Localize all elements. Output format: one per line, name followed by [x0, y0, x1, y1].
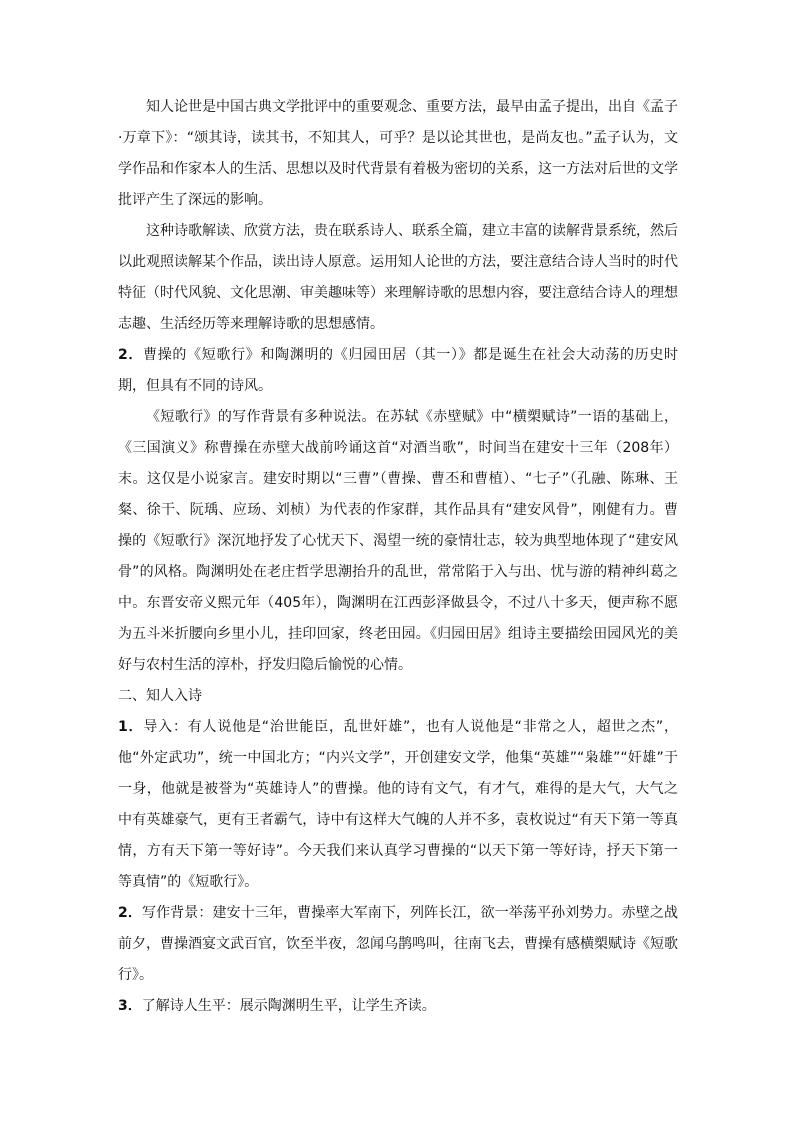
- numbered-item-2-background: [118, 898, 678, 991]
- item-text: 导入：有人说他是“治世能臣，乱世奸雄”，也有人说他是“非常之人，超世之杰”，他“外定武功”，统一中国北方；“内兴文学”，开创建安文学，他集“英雄”“枭雄”“奸雄”于一身，他就是被誉为“英雄诗人”的曹操。他的诗有文气，有才气，难得的是大气，大气之中有英雄豪气，更有王者霸气，诗中有这样大气魄的人并不多，袁枚说过“有天下第一等真情，方有天下第一等好诗”。今天我们来认真学习曹操的“以天下第一等好诗，抒天下第一等真情”的《短歌行》。: [118, 719, 678, 890]
- item-text: 曹操的《短歌行》和陶渊明的《归园田居（其一）》都是诞生在社会大动荡的历史时期，但具有不同的诗风。: [118, 347, 678, 394]
- section-heading: 二、知人入诗: [118, 688, 202, 704]
- paragraph-background: 《短歌行》的写作背景有多种说法。在苏轼《赤壁赋》中“横槊赋诗”一语的基础上，《三国演义》称曹操在赤壁大战前吟诵这首“对酒当歌”，时间当在建安十三年（208年）末。这仅是小说家言。建安时期以“三曹”（曹操、曹丕和曹植）、“七子”（孔融、陈琳、王粲、徐干、阮瑀、应玚、刘桢）为代表的作家群，其作品具有“建安风骨”，刚健有力。曹操的《短歌行》深沉地抒发了心忧天下、渴望一统的豪情壮志，较为典型地体现了“建安风骨”的风格。陶渊明处在老庄哲学思潮抬升的乱世，常常陷于入与出、忧与游的精神纠葛之中。东晋安帝义熙元年（405年），陶渊明在江西彭泽做县令，不过八十多天，便声称不愿为五斗米折腰向乡里小儿，挂印回家，终老田园。《归园田居》组诗主要描绘田园风光的美好与农村生活的淳朴，抒发归隐后愉悦的心情。: [118, 409, 678, 673]
- item-number: 1．: [118, 719, 144, 735]
- numbered-item-1-intro: [118, 712, 678, 898]
- paragraph-zhiren-lunshi: 知人论世是中国古典文学批评中的重要观念、重要方法，最早由孟子提出，出自《孟子·万章下》：“颂其诗，读其书，不知其人，可乎？是以论其世也，是尚友也。”孟子认为，文学作品和作家本人的生活、思想以及时代背景有着极为密切的关系，这一方法对后世的文学批评产生了深远的影响。: [118, 99, 678, 208]
- item-number: 2．: [118, 905, 142, 921]
- item-number: 3．: [118, 998, 142, 1014]
- numbered-item-3-biography: [118, 991, 678, 1022]
- numbered-item-2-poets: [118, 340, 678, 402]
- paragraph-reading-method: 这种诗歌解读、欣赏方法，贵在联系诗人、联系全篇，建立丰富的读解背景系统，然后以此观照读解某个作品，读出诗人原意。运用知人论世的方法，要注意结合诗人当时的时代特征（时代风貌、文化思潮、审美趣味等）来理解诗歌的思想内容，要注意结合诗人的理想志趣、生活经历等来理解诗歌的思想感情。: [118, 223, 678, 332]
- document-body: [118, 92, 678, 1022]
- item-text: 写作背景：建安十三年，曹操率大军南下，列阵长江，欲一举荡平孙刘势力。赤壁之战前夕，曹操酒宴文武百官，饮至半夜，忽闻乌鹊鸣叫，往南飞去，曹操有感横槊赋诗《短歌行》。: [118, 905, 678, 983]
- item-number: 2．: [118, 347, 144, 363]
- item-text: 了解诗人生平：展示陶渊明生平，让学生齐读。: [141, 998, 436, 1014]
